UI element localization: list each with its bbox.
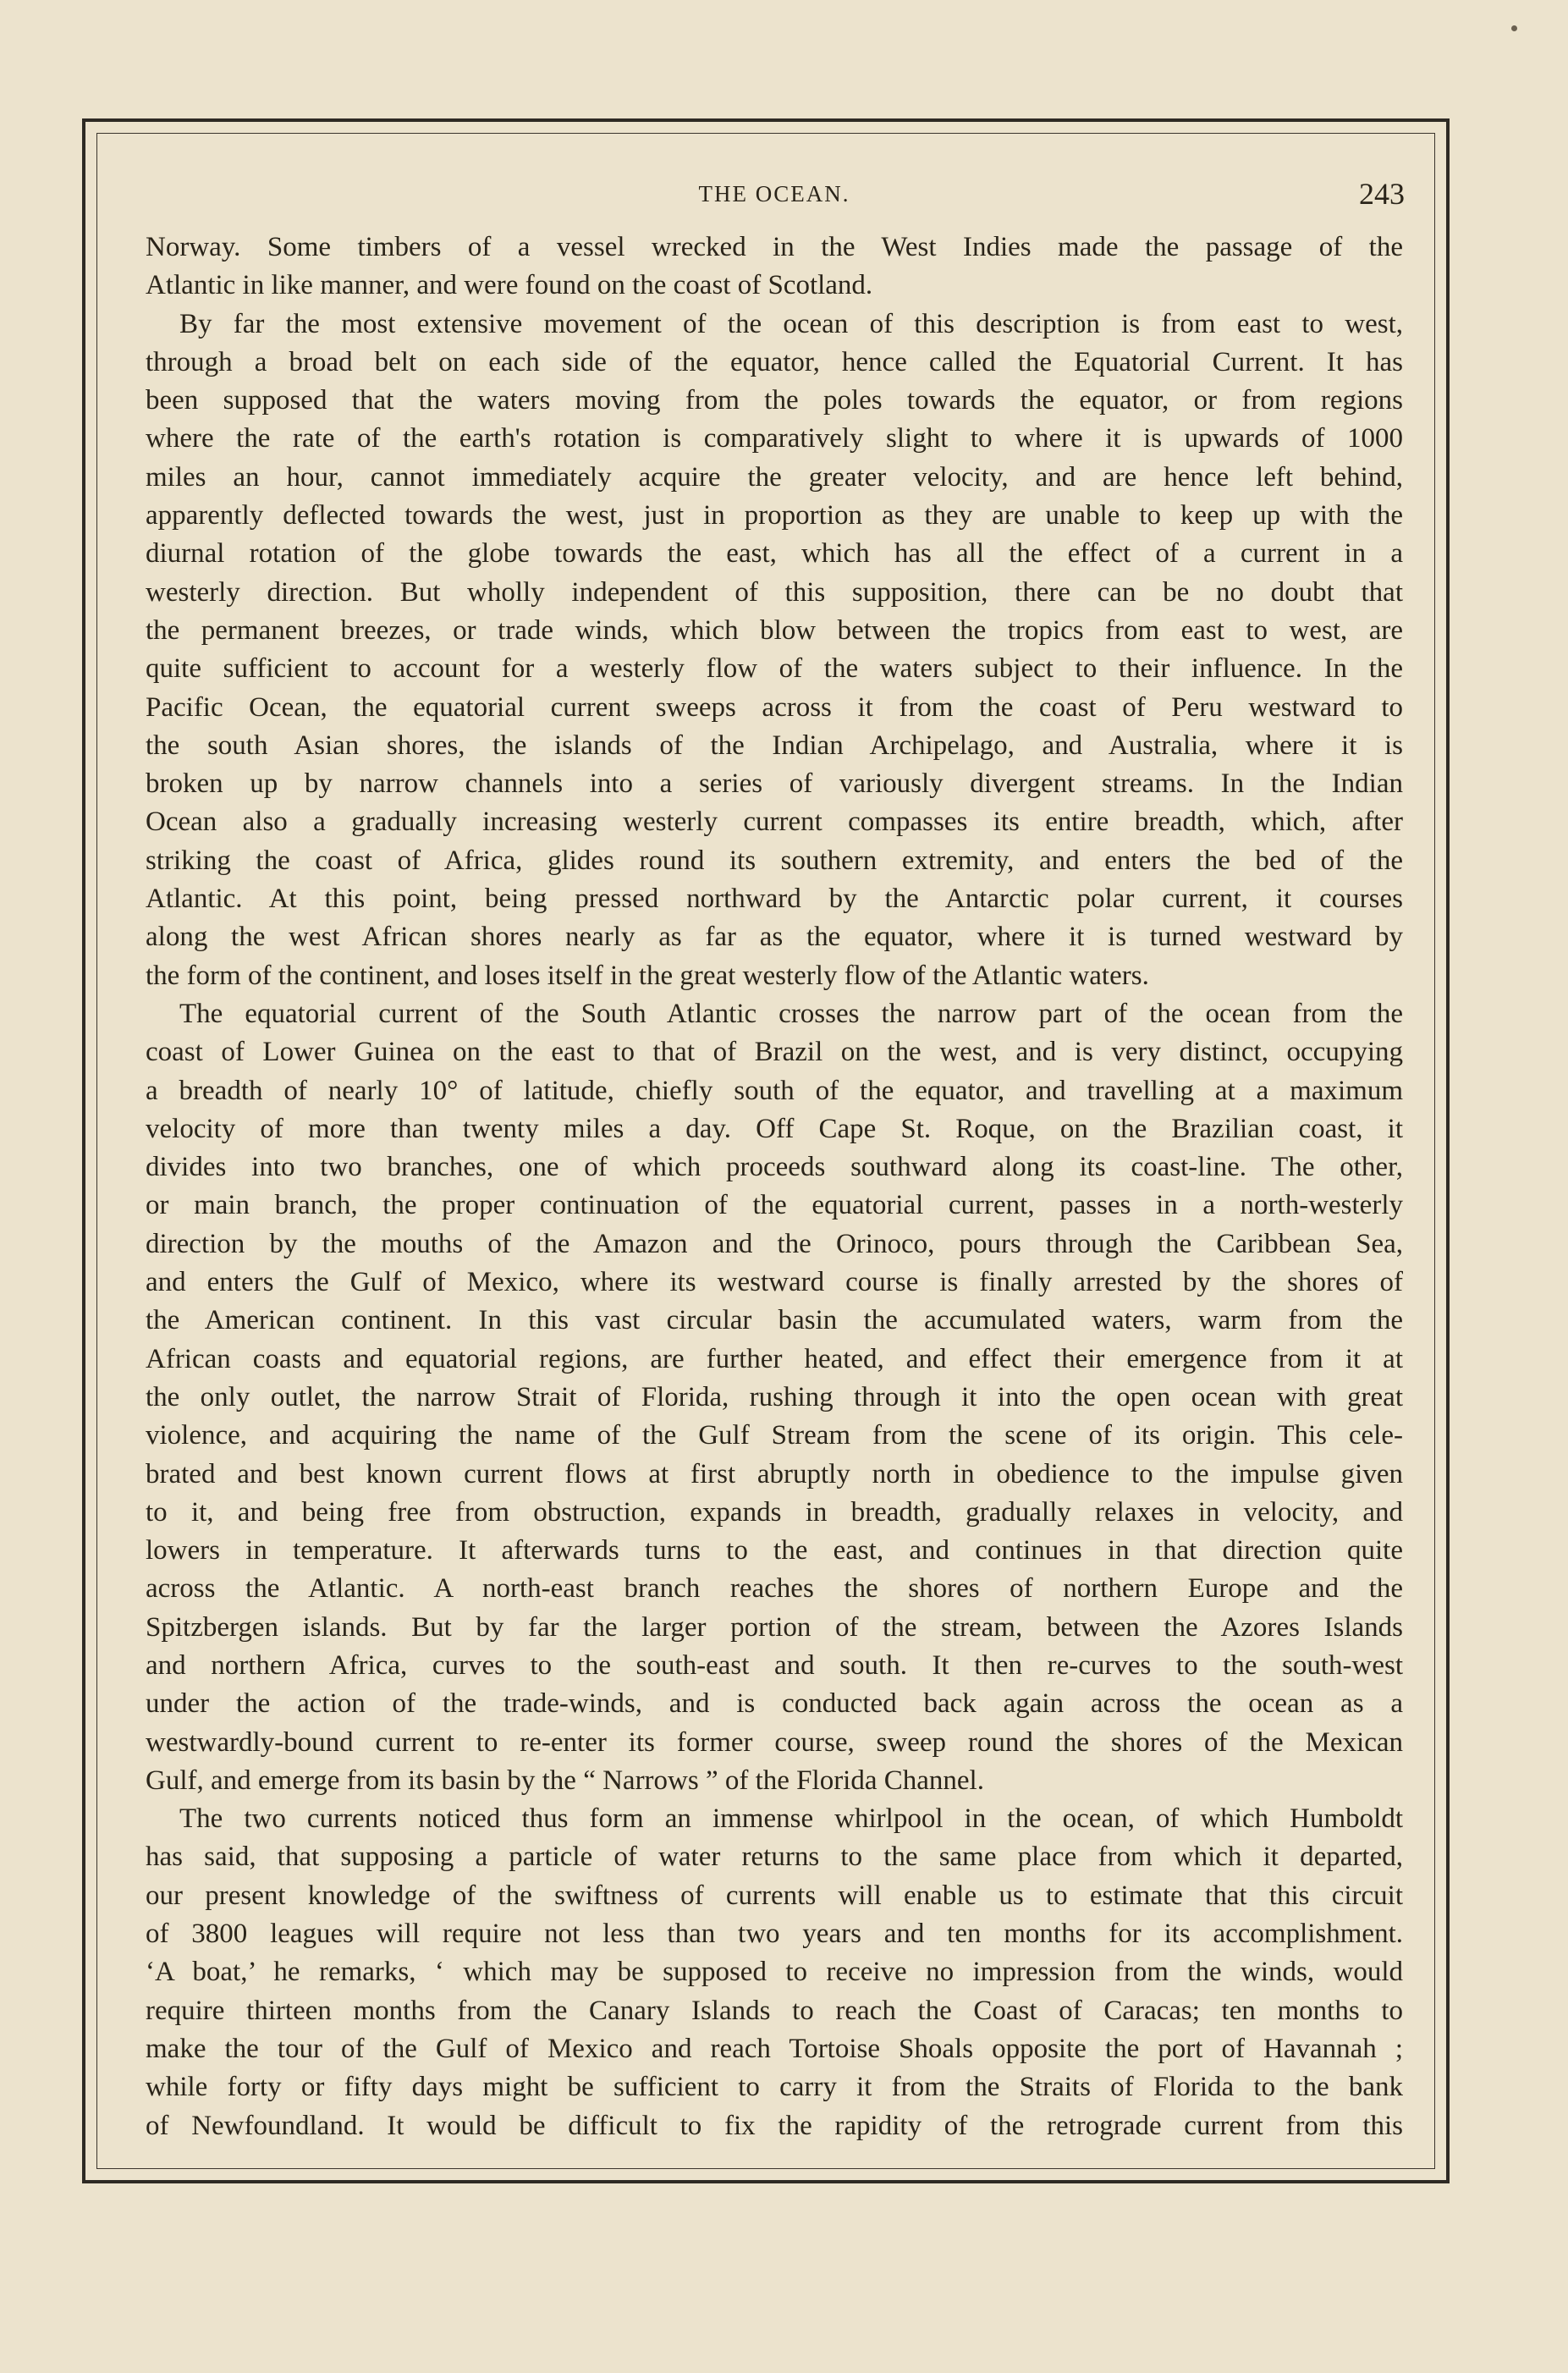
text-line: and northern Africa, curves to the south-east and south. It then re-curves to the south-west xyxy=(146,1649,1403,1681)
text-line: of Newfoundland. It would be difficult to fix the rapidity of the retrograde current from this xyxy=(146,2110,1403,2141)
running-title: THE OCEAN. xyxy=(698,181,850,206)
text-line: while forty or fifty days might be sufficient to carry it from the Straits of Florida to the bank xyxy=(146,2072,1403,2103)
text-line: violence, and acquiring the name of the Gulf Stream from the scene of its origin. This cele- xyxy=(146,1420,1403,1451)
text-line: African coasts and equatorial regions, are further heated, and effect their emergence from it at xyxy=(146,1343,1403,1374)
text-line: Atlantic in like manner, and were found on the coast of Scotland. xyxy=(146,270,873,301)
text-line: ‘A boat,’ he remarks, ‘ which may be supposed to receive no impression from the winds, would xyxy=(146,1957,1403,1988)
page-number: 243 xyxy=(1359,177,1405,211)
text-line: a breadth of nearly 10° of latitude, chiefly south of the equator, and travelling at a maximum xyxy=(146,1075,1403,1106)
text-line: coast of Lower Guinea on the east to that of Brazil on the west, and is very distinct, occupying xyxy=(146,1037,1403,1068)
text-line: under the action of the trade-winds, and is conducted back again across the ocean as a xyxy=(146,1688,1403,1720)
text-line: make the tour of the Gulf of Mexico and reach Tortoise Shoals opposite the port of Havannah ; xyxy=(146,2033,1403,2064)
page-blemish-dot xyxy=(1511,25,1517,31)
text-line: The two currents noticed thus form an immense whirlpool in the ocean, of which Humboldt xyxy=(179,1803,1403,1835)
text-line: direction by the mouths of the Amazon and the Orinoco, pours through the Caribbean Sea, xyxy=(146,1228,1403,1259)
text-line: across the Atlantic. A north-east branch reaches the shores of northern Europe and the xyxy=(146,1573,1403,1605)
body-text xyxy=(146,228,1403,2145)
text-line: lowers in temperature. It afterwards turns to the east, and continues in that direction quite xyxy=(146,1535,1403,1566)
text-line: velocity of more than twenty miles a day. Off Cape St. Roque, on the Brazilian coast, it xyxy=(146,1113,1403,1144)
text-line: has said, that supposing a particle of water returns to the same place from which it departed, xyxy=(146,1842,1403,1873)
text-line: and enters the Gulf of Mexico, where its westward course is finally arrested by the shores of xyxy=(146,1267,1403,1298)
text-line: quite sufficient to account for a westerly flow of the waters subject to their influence. In the xyxy=(146,653,1403,685)
text-line: Pacific Ocean, the equatorial current sweeps across it from the coast of Peru westward to xyxy=(146,691,1403,723)
text-line: brated and best known current flows at first abruptly north in obedience to the impulse given xyxy=(146,1458,1403,1489)
text-line: Gulf, and emerge from its basin by the “ Narrows ” of the Florida Channel. xyxy=(146,1765,984,1796)
text-line: require thirteen months from the Canary Islands to reach the Coast of Caracas; ten months to xyxy=(146,1995,1403,2026)
text-line: of 3800 leagues will require not less than two years and ten months for its accomplishment. xyxy=(146,1919,1403,1950)
text-line: diurnal rotation of the globe towards the east, which has all the effect of a current in a xyxy=(146,538,1403,570)
text-line: The equatorial current of the South Atlantic crosses the narrow part of the ocean from the xyxy=(179,998,1403,1029)
text-line: westerly direction. But wholly independent of this supposition, there can be no doubt that xyxy=(146,576,1403,608)
text-line: along the west African shores nearly as far as the equator, where it is turned westward by xyxy=(146,922,1403,953)
text-line: the permanent breezes, or trade winds, which blow between the tropics from east to west, are xyxy=(146,614,1403,646)
text-line: Ocean also a gradually increasing westerly current compasses its entire breadth, which, after xyxy=(146,807,1403,838)
text-line: or main branch, the proper continuation of the equatorial current, passes in a north-westerly xyxy=(146,1190,1403,1221)
text-line: our present knowledge of the swiftness of currents will enable us to estimate that this circuit xyxy=(146,1880,1403,1911)
text-line: divides into two branches, one of which proceeds southward along its coast-line. The other, xyxy=(146,1152,1403,1183)
text-line: miles an hour, cannot immediately acquire the greater velocity, and are hence left behind, xyxy=(146,461,1403,493)
text-line: Spitzbergen islands. But by far the larger portion of the stream, between the Azores Islands xyxy=(146,1611,1403,1643)
text-line: the south Asian shores, the islands of the Indian Archipelago, and Australia, where it is xyxy=(146,730,1403,761)
text-line: striking the coast of Africa, glides round its southern extremity, and enters the bed of the xyxy=(146,845,1403,876)
text-line: the form of the continent, and loses itself in the great westerly flow of the Atlantic waters. xyxy=(146,960,1149,991)
text-line: where the rate of the earth's rotation is comparatively slight to where it is upwards of 1000 xyxy=(146,423,1403,454)
text-line: apparently deflected towards the west, just in proportion as they are unable to keep up with the xyxy=(146,500,1403,531)
text-line: the only outlet, the narrow Strait of Florida, rushing through it into the open ocean with great xyxy=(146,1381,1403,1412)
text-line: been supposed that the waters moving from the poles towards the equator, or from regions xyxy=(146,385,1403,416)
text-line: westwardly-bound current to re-enter its former course, sweep round the shores of the Mexican xyxy=(146,1726,1403,1758)
text-line: Norway. Some timbers of a vessel wrecked in the West Indies made the passage of the xyxy=(146,232,1403,262)
page-header xyxy=(144,176,1405,218)
text-line: Atlantic. At this point, being pressed northward by the Antarctic polar current, it courses xyxy=(146,884,1403,915)
text-line: broken up by narrow channels into a series of variously divergent streams. In the Indian xyxy=(146,768,1403,800)
text-line: the American continent. In this vast circular basin the accumulated waters, warm from the xyxy=(146,1305,1403,1336)
text-line: By far the most extensive movement of the ocean of this description is from east to west, xyxy=(179,308,1403,339)
text-line: to it, and being free from obstruction, expands in breadth, gradually relaxes in velocity, and xyxy=(146,1496,1403,1528)
text-line: through a broad belt on each side of the equator, hence called the Equatorial Current. It has xyxy=(146,346,1403,377)
